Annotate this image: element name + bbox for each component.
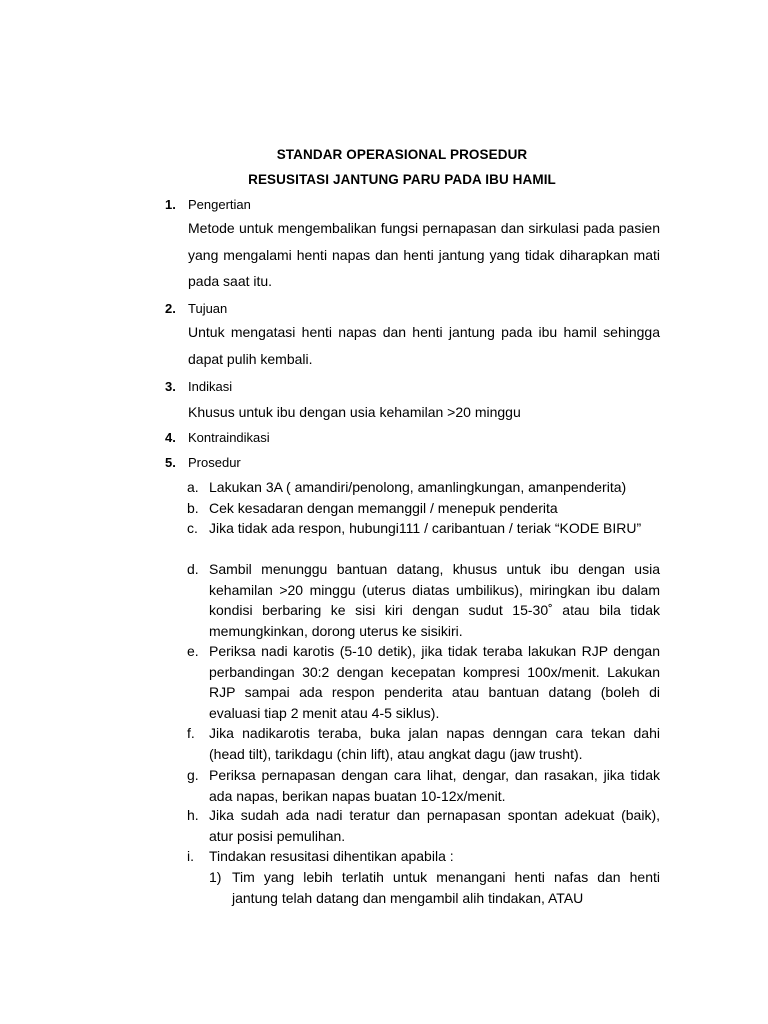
procedure-item (187, 477, 660, 498)
section-number: 4. (165, 430, 176, 445)
procedure-text: Jika nadikarotis teraba, buka jalan napas denngan cara tekan dahi (head tilt), tarikdagu (chin lift), atau angkat dagu (jaw trusht). (209, 725, 660, 762)
section-number: 3. (165, 379, 176, 394)
section-body-pengertian: Metode untuk mengembalikan fungsi pernapasan dan sirkulasi pada pasien yang mengalami henti napas dan henti jantung yang tidak diharapkan mati pada saat itu. (188, 220, 660, 289)
procedure-item (187, 723, 660, 764)
procedure-text: Tindakan resusitasi dihentikan apabila : (209, 848, 454, 864)
section-heading-pengertian: Pengertian (188, 197, 251, 212)
stop-condition-item (209, 867, 660, 908)
procedure-marker: d. (187, 561, 199, 577)
procedure-marker: e. (187, 643, 199, 659)
section-heading-tujuan: Tujuan (188, 301, 228, 316)
section-number: 2. (165, 301, 176, 316)
section-body-tujuan: Untuk mengatasi henti napas dan henti jantung pada ibu hamil sehingga dapat pulih kembali. (188, 324, 660, 367)
procedure-marker: g. (187, 767, 199, 783)
procedure-text: Periksa nadi karotis (5-10 detik), jika tidak teraba lakukan RJP dengan perbandingan 30:2 dengan kecepatan kompresi 100x/menit. Lakukan RJP sampai ada respon penderita atau bantuan datang (boleh di evaluasi tiap 2 menit atau 4-5 siklus). (209, 643, 660, 721)
procedure-text: Cek kesadaran dengan memanggil / menepuk penderita (209, 500, 558, 516)
procedure-item (187, 805, 660, 846)
procedure-item (187, 641, 660, 723)
procedure-item (187, 765, 660, 806)
document-subtitle: RESUSITASI JANTUNG PARU PADA IBU HAMIL (248, 172, 556, 187)
stop-condition-text: Tim yang lebih terlatih untuk menangani henti nafas dan henti jantung telah datang dan mengambil alih tindakan, ATAU (232, 869, 660, 906)
section-body-indikasi: Khusus untuk ibu dengan usia kehamilan >20 minggu (188, 404, 521, 420)
procedure-marker: i. (187, 848, 194, 864)
section-number: 1. (165, 197, 176, 212)
stop-condition-marker: 1) (209, 869, 222, 885)
procedure-text: Sambil menunggu bantuan datang, khusus untuk ibu dengan usia kehamilan >20 minggu (uterus diatas umbilikus), miringkan ibu dalam kondisi berbaring ke sisi kiri dengan sudut 15-30˚ atau bila tidak memungkinkan, dorong uterus ke sisikiri. (209, 561, 660, 639)
procedure-item (187, 498, 660, 519)
document-title: STANDAR OPERASIONAL PROSEDUR (276, 147, 528, 162)
procedure-item (187, 559, 660, 641)
procedure-marker: h. (187, 807, 199, 823)
section-heading-kontraindikasi: Kontraindikasi (188, 430, 270, 445)
section-heading-prosedur: Prosedur (188, 455, 241, 470)
procedure-marker: c. (187, 520, 198, 536)
procedure-marker: b. (187, 500, 199, 516)
procedure-text: Jika sudah ada nadi teratur dan pernapasan spontan adekuat (baik), atur posisi pemulihan. (209, 807, 660, 844)
procedure-item (187, 518, 660, 539)
section-heading-indikasi: Indikasi (188, 379, 233, 394)
procedure-item (187, 846, 660, 867)
procedure-text: Lakukan 3A ( amandiri/penolong, amanlingkungan, amanpenderita) (209, 479, 627, 495)
procedure-marker: f. (187, 725, 195, 741)
procedure-text: Jika tidak ada respon, hubungi111 / caribantuan / teriak “KODE BIRU” (209, 520, 642, 536)
section-number: 5. (165, 455, 176, 470)
procedure-marker: a. (187, 479, 199, 495)
procedure-text: Periksa pernapasan dengan cara lihat, dengar, dan rasakan, jika tidak ada napas, berikan napas buatan 10-12x/menit. (209, 767, 660, 804)
